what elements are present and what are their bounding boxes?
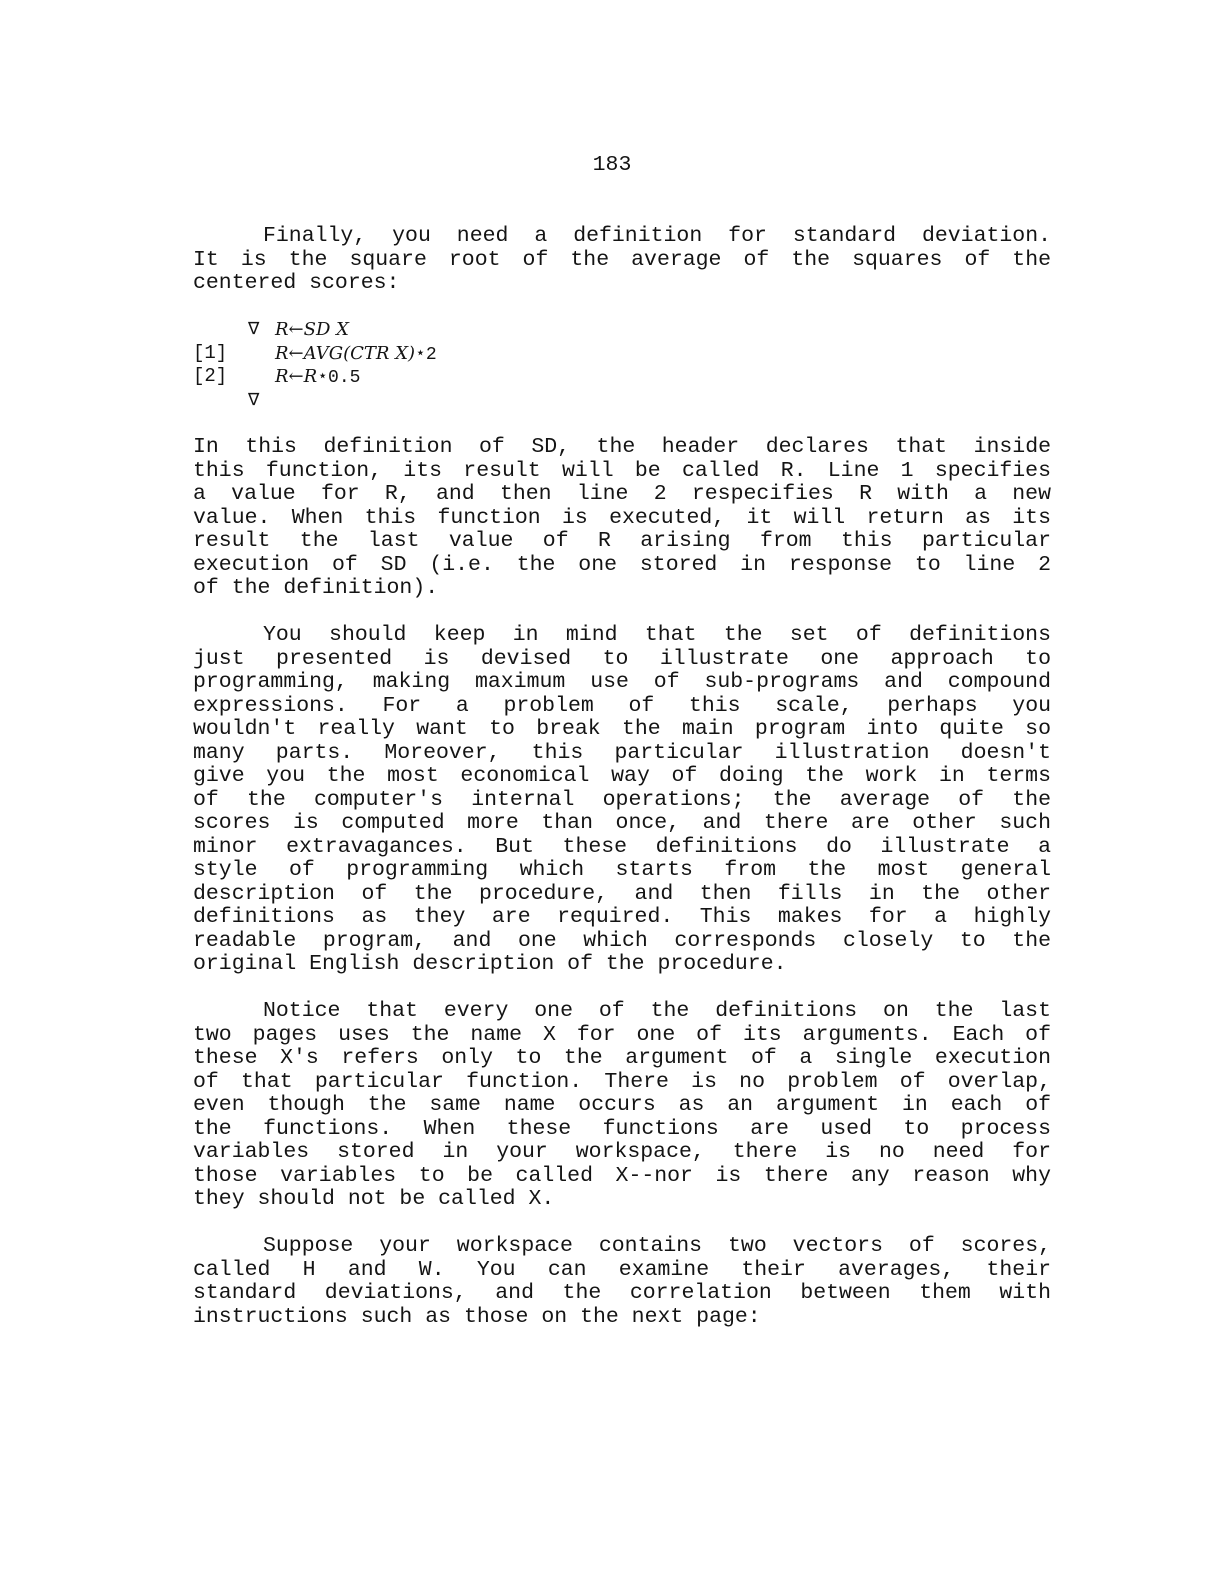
text-line: just presented is devised to illustrate one approach to: [193, 646, 1051, 671]
line-code: [275, 365, 360, 391]
text-line: scores is computed more than once, and there are other such: [193, 811, 1051, 835]
text-line: called H and W. You can examine their averages, their: [193, 1257, 1051, 1282]
text-line: readable program, and one which corresponds closely to the: [193, 928, 1051, 953]
text-line: description of the procedure, and then fills in the other: [193, 881, 1051, 906]
text-line: programming, making maximum use of sub-programs and compound: [193, 670, 1051, 694]
text-line: even though the same name occurs as an argument in each of: [193, 1093, 1051, 1117]
text-line: original English description of the procedure.: [193, 952, 787, 976]
line-code-main: R←R: [275, 366, 318, 387]
text-line: give you the most economical way of doing the work in terms: [193, 764, 1051, 788]
text-line: many parts. Moreover, this particular illustration doesn't: [193, 740, 1051, 765]
text-line: You should keep in mind that the set of definitions: [263, 623, 1051, 647]
del-symbol-open: ∇: [248, 319, 260, 339]
text-line: Notice that every one of the definitions on the last: [263, 999, 1051, 1023]
text-line: centered scores:: [193, 271, 400, 295]
text-line: a value for R, and then line 2 respecifies R with a new: [193, 482, 1051, 506]
text-line: variables stored in your workspace, there is no need for: [193, 1140, 1051, 1164]
text-line: result the last value of R arising from this particular: [193, 529, 1051, 553]
text-line: those variables to be called X--nor is there any reason why: [193, 1163, 1051, 1188]
text-line: In this definition of SD, the header declares that inside: [193, 435, 1051, 459]
text-line: of that particular function. There is no problem of overlap,: [193, 1069, 1051, 1094]
text-line: value. When this function is executed, it will return as its: [193, 505, 1051, 530]
text-line: of the computer's internal operations; the average of the: [193, 787, 1051, 812]
function-header: R←SD X: [275, 319, 349, 340]
text-line: expressions. For a problem of this scale, perhaps you: [193, 693, 1051, 718]
paragraph-standard-deviation-intro: [193, 225, 1051, 296]
text-line: style of programming which starts from the most general: [193, 858, 1051, 882]
page-number: 183: [592, 153, 632, 177]
text-line: instructions such as those on the next page:: [193, 1304, 761, 1329]
text-line: they should not be called X.: [193, 1187, 555, 1211]
line-code: [275, 342, 437, 368]
text-line: It is the square root of the average of the squares of the: [193, 247, 1051, 272]
text-line: execution of SD (i.e. the one stored in response to line 2: [193, 552, 1051, 577]
line-label: [2]: [193, 365, 228, 387]
paragraph-programming-style: [193, 624, 1051, 977]
text-line: two pages uses the name X for one of its arguments. Each of: [193, 1022, 1051, 1047]
del-symbol-close: ∇: [248, 389, 260, 410]
text-line: standard deviations, and the correlation between them with: [193, 1281, 1051, 1305]
line-label: [1]: [193, 341, 228, 364]
paragraph-argument-names: [193, 1000, 1051, 1212]
text-line: minor extravagances. But these definitions do illustrate a: [193, 834, 1051, 859]
text-line: the functions. When these functions are used to process: [193, 1116, 1051, 1141]
line-code-suffix: ⋆0.5: [317, 368, 361, 388]
text-line: wouldn't really want to break the main program into quite so: [193, 717, 1051, 741]
text-line: these X's refers only to the argument of a single execution: [193, 1046, 1051, 1070]
text-line: of the definition).: [193, 576, 439, 600]
text-line: this function, its result will be called R. Line 1 specifies: [193, 458, 1051, 483]
line-code-main: R←AVG(CTR X): [275, 342, 416, 364]
text-line: Suppose your workspace contains two vectors of scores,: [263, 1234, 1051, 1258]
line-code-suffix: ⋆2: [415, 344, 437, 365]
paragraph-workspace-vectors: [193, 1235, 1051, 1329]
text-line: Finally, you need a definition for standard deviation.: [263, 224, 1051, 248]
text-line: definitions as they are required. This makes for a highly: [193, 905, 1051, 929]
paragraph-sd-explanation: [193, 436, 1051, 601]
